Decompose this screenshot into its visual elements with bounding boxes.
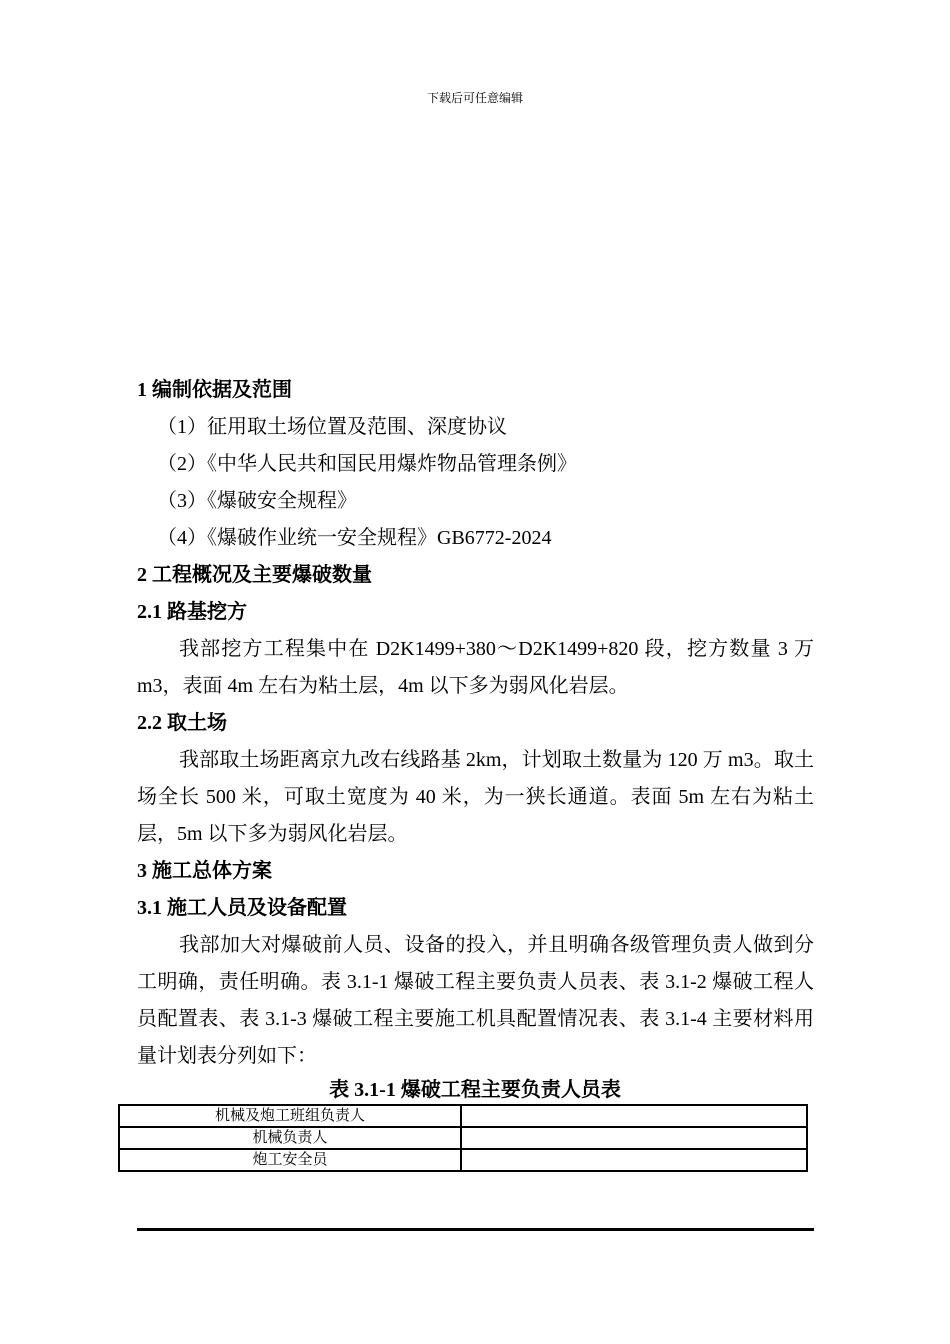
reference-item: （1）征用取土场位置及范围、深度协议 [157,416,507,438]
document-body [137,372,814,1075]
section-3-title: 3 施工总体方案 [137,860,272,882]
table-title: 表 3.1-1 爆破工程主要负责人员表 [329,1079,621,1101]
reference-item: （4）《爆破作业统一安全规程》GB6772-2024 [157,527,552,549]
table-row [119,1105,807,1127]
section-3-1-paragraph: 我部加大对爆破前人员、设备的投入，并且明确各级管理负责人做到分工明确，责任明确。表 3.1-1 爆破工程主要负责人员表、表 3.1-2 爆破工程人员配置表、表 3.1-3 爆破工程主要施工机具配置情况表、表 3.1-4 主要材料用量计划表分列如下： [137,934,814,1067]
role-cell: 机械及炮工班组负责人 [119,1105,461,1127]
section-3-1-title: 3.1 施工人员及设备配置 [137,897,347,919]
name-cell [461,1149,807,1171]
footer-divider [137,1228,814,1231]
section-2-title: 2 工程概况及主要爆破数量 [137,564,372,586]
reference-item: （2）《中华人民共和国民用爆炸物品管理条例》 [157,453,577,475]
section-2-1-paragraph: 我部挖方工程集中在 D2K1499+380～D2K1499+820 段，挖方数量 3 万 m3，表面 4m 左右为粘土层，4m 以下多为弱风化岩层。 [137,638,814,697]
section-1-title: 1 编制依据及范围 [137,379,292,401]
name-cell [461,1127,807,1149]
table-row [119,1127,807,1149]
name-cell [461,1105,807,1127]
section-2-2-paragraph: 我部取土场距离京九改右线路基 2km，计划取土数量为 120 万 m3。取土场全长 500 米，可取土宽度为 40 米，为一狭长通道。表面 5m 左右为粘土层，5m 以下多为弱风化岩层。 [137,749,814,845]
section-2-2-title: 2.2 取土场 [137,712,227,734]
responsible-staff-table [118,1104,808,1172]
role-cell: 炮工安全员 [119,1149,461,1171]
role-cell: 机械负责人 [119,1127,461,1149]
table-row [119,1149,807,1171]
reference-item: （3）《爆破安全规程》 [157,490,357,512]
header-note: 下载后可任意编辑 [426,91,523,105]
section-2-1-title: 2.1 路基挖方 [137,601,247,623]
